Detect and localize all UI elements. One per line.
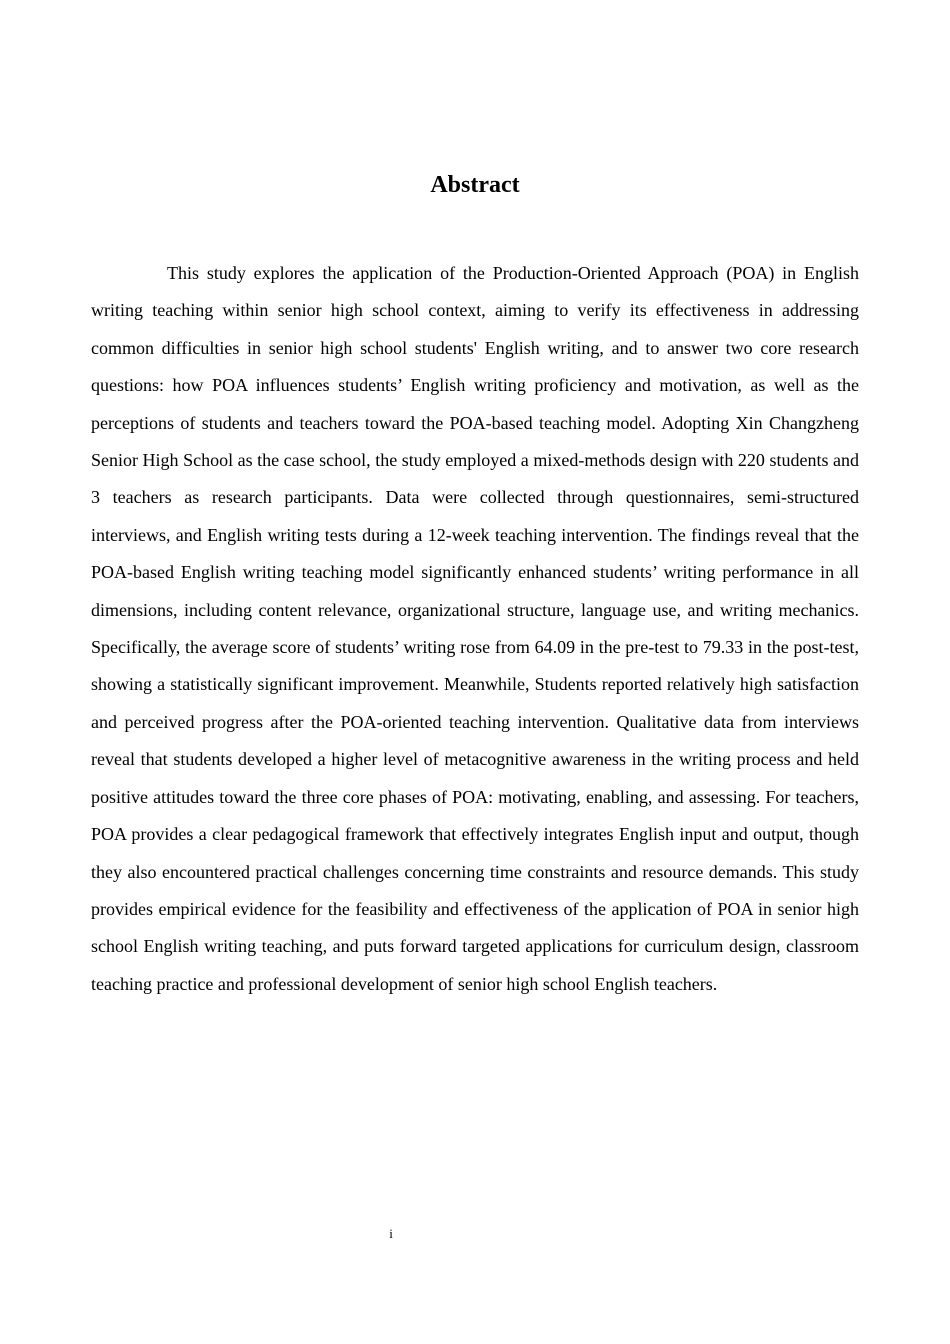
abstract-body: This study explores the application of the Production-Oriented Approach (POA) in English writing teaching within senior high school context, aiming to verify its effectiveness in addressing common difficulties in senior high school students' English writing, and to answer two core research questions: how POA influences students’ English writing proficiency and motivation, as well as the perceptions of students and teachers toward the POA-based teaching model. Adopting Xin Changzheng Senior High School as the case school, the study employed a mixed-methods design with 220 students and 3 teachers as research participants. Data were collected through questionnaires, semi-structured interviews, and English writing tests during a 12-week teaching intervention. The findings reveal that the POA-based English writing teaching model significantly enhanced students’ writing performance in all dimensions, including content relevance, organizational structure, language use, and writing mechanics. Specifically, the average score of students’ writing rose from 64.09 in the pre-test to 79.33 in the post-test, showing a statistically significant improvement. Meanwhile, Students reported relatively high satisfaction and perceived progress after the POA-oriented teaching intervention. Qualitative data from interviews reveal that students developed a higher level of metacognitive awareness in the writing process and held positive attitudes toward the three core phases of POA: motivating, enabling, and assessing. For teachers, POA provides a clear pedagogical framework that effectively integrates English input and output, though they also encountered practical challenges concerning time constraints and resource demands. This study provides empirical evidence for the feasibility and effectiveness of the application of POA in senior high school English writing teaching, and puts forward targeted applications for curriculum design, classroom teaching practice and professional development of senior high school English teachers.	[91, 263, 859, 994]
page-number: i	[389, 1226, 393, 1241]
abstract-title: Abstract	[430, 172, 520, 198]
